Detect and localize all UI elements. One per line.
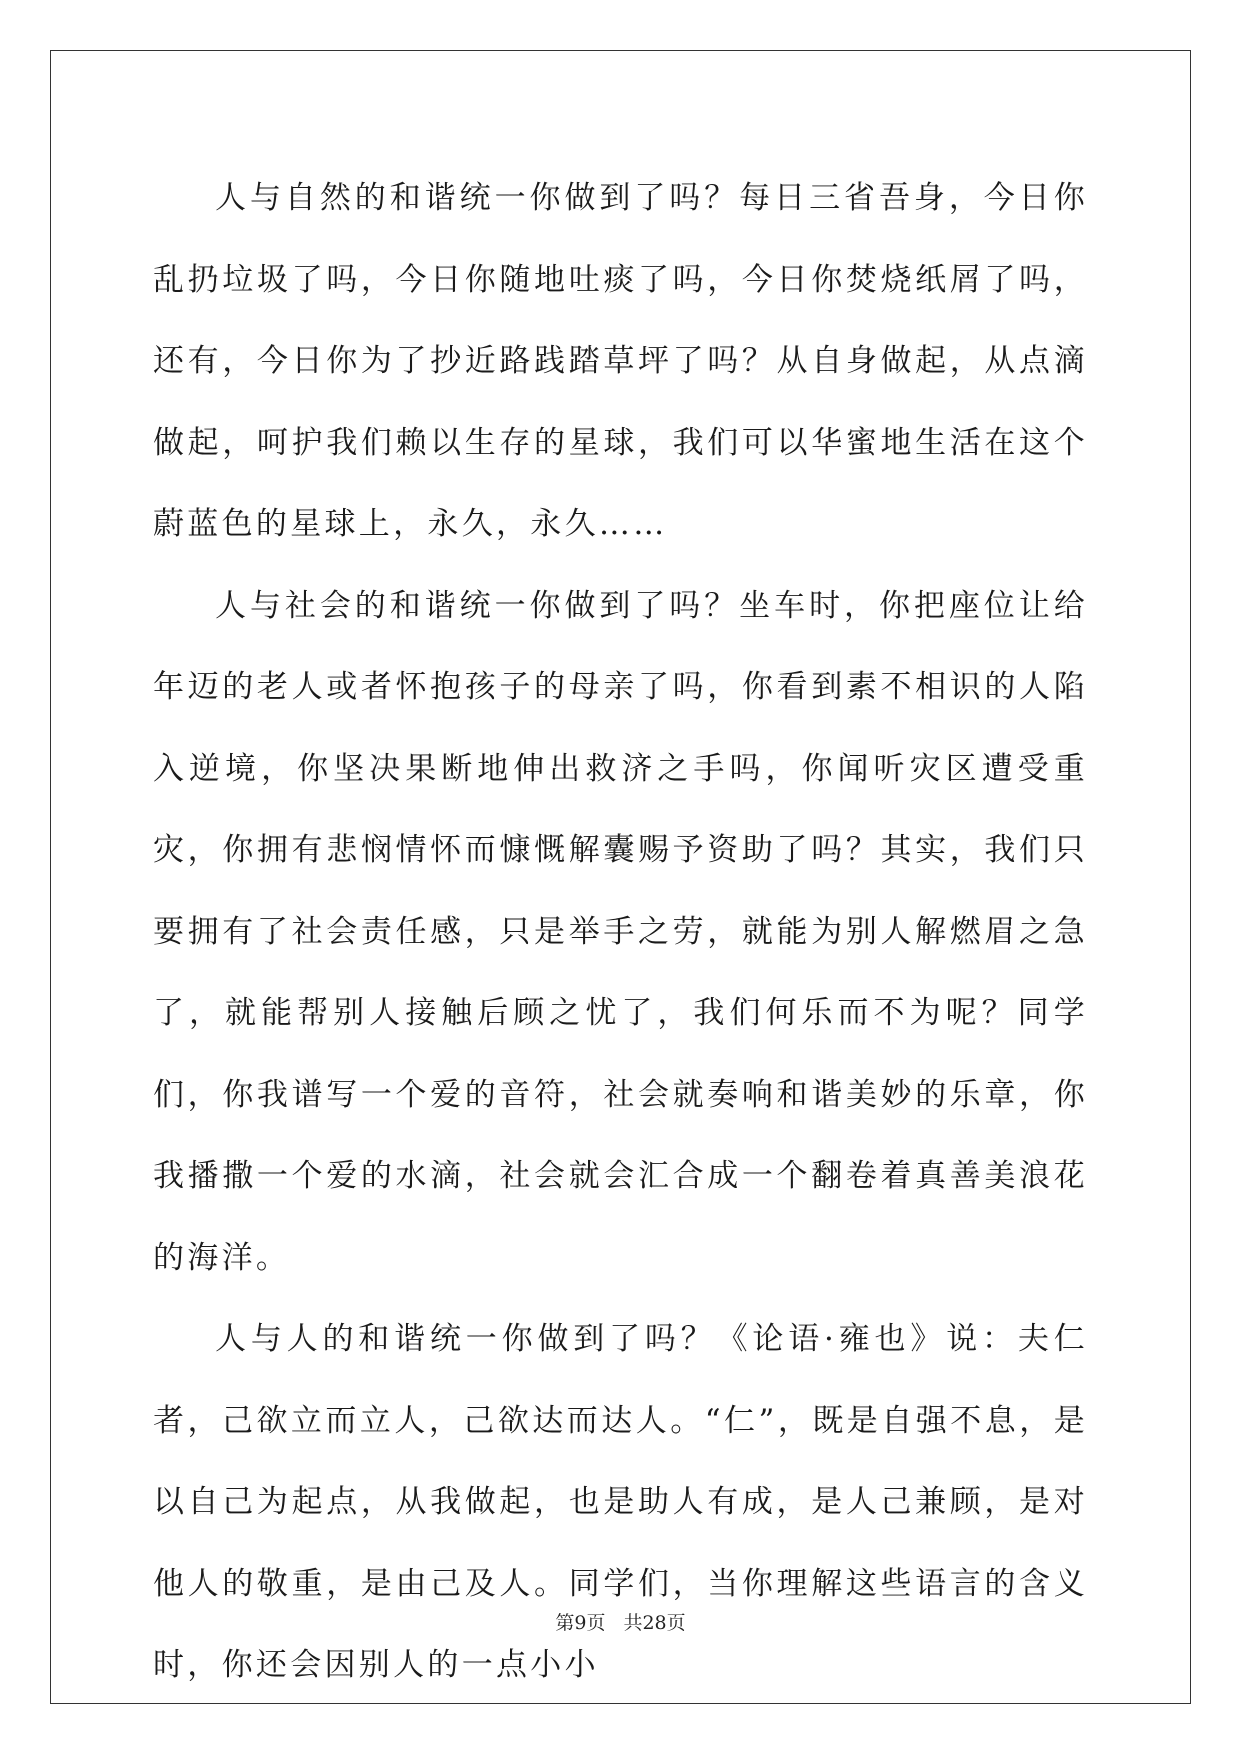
- document-body: [153, 158, 1088, 1707]
- paragraph-people: 人与人的和谐统一你做到了吗？《论语·雍也》说：夫仁者，己欲立而立人，己欲达而达人。“仁”，既是自强不息，是以自己为起点，从我做起，也是助人有成，是人己兼顾，是对他人的敬重，是由己及人。同学们，当你理解这些语言的含义时，你还会因别人的一点小小: [153, 1321, 1088, 1683]
- page-footer: [0, 1608, 1241, 1635]
- paragraph-nature: 人与自然的和谐统一你做到了吗？每日三省吾身，今日你乱扔垃圾了吗，今日你随地吐痰了吗，今日你焚烧纸屑了吗，还有，今日你为了抄近路践踏草坪了吗？从自身做起，从点滴做起，呵护我们赖以生存的星球，我们可以华蜜地生活在这个蔚蓝色的星球上，永久，永久……: [153, 180, 1088, 542]
- total-page-count: 共28页: [623, 1612, 686, 1634]
- paragraph-society: 人与社会的和谐统一你做到了吗？坐车时，你把座位让给年迈的老人或者怀抱孩子的母亲了吗，你看到素不相识的人陷入逆境，你坚决果断地伸出救济之手吗，你闻听灾区遭受重灾，你拥有悲悯情怀而慷慨解囊赐予资助了吗？其实，我们只要拥有了社会责任感，只是举手之劳，就能为别人解燃眉之急了，就能帮别人接触后顾之忧了，我们何乐而不为呢？同学们，你我谱写一个爱的音符，社会就奏响和谐美妙的乐章，你我播撒一个爱的水滴，社会就会汇合成一个翻卷着真善美浪花的海洋。: [153, 587, 1088, 1276]
- current-page-number: 第9页: [555, 1612, 606, 1634]
